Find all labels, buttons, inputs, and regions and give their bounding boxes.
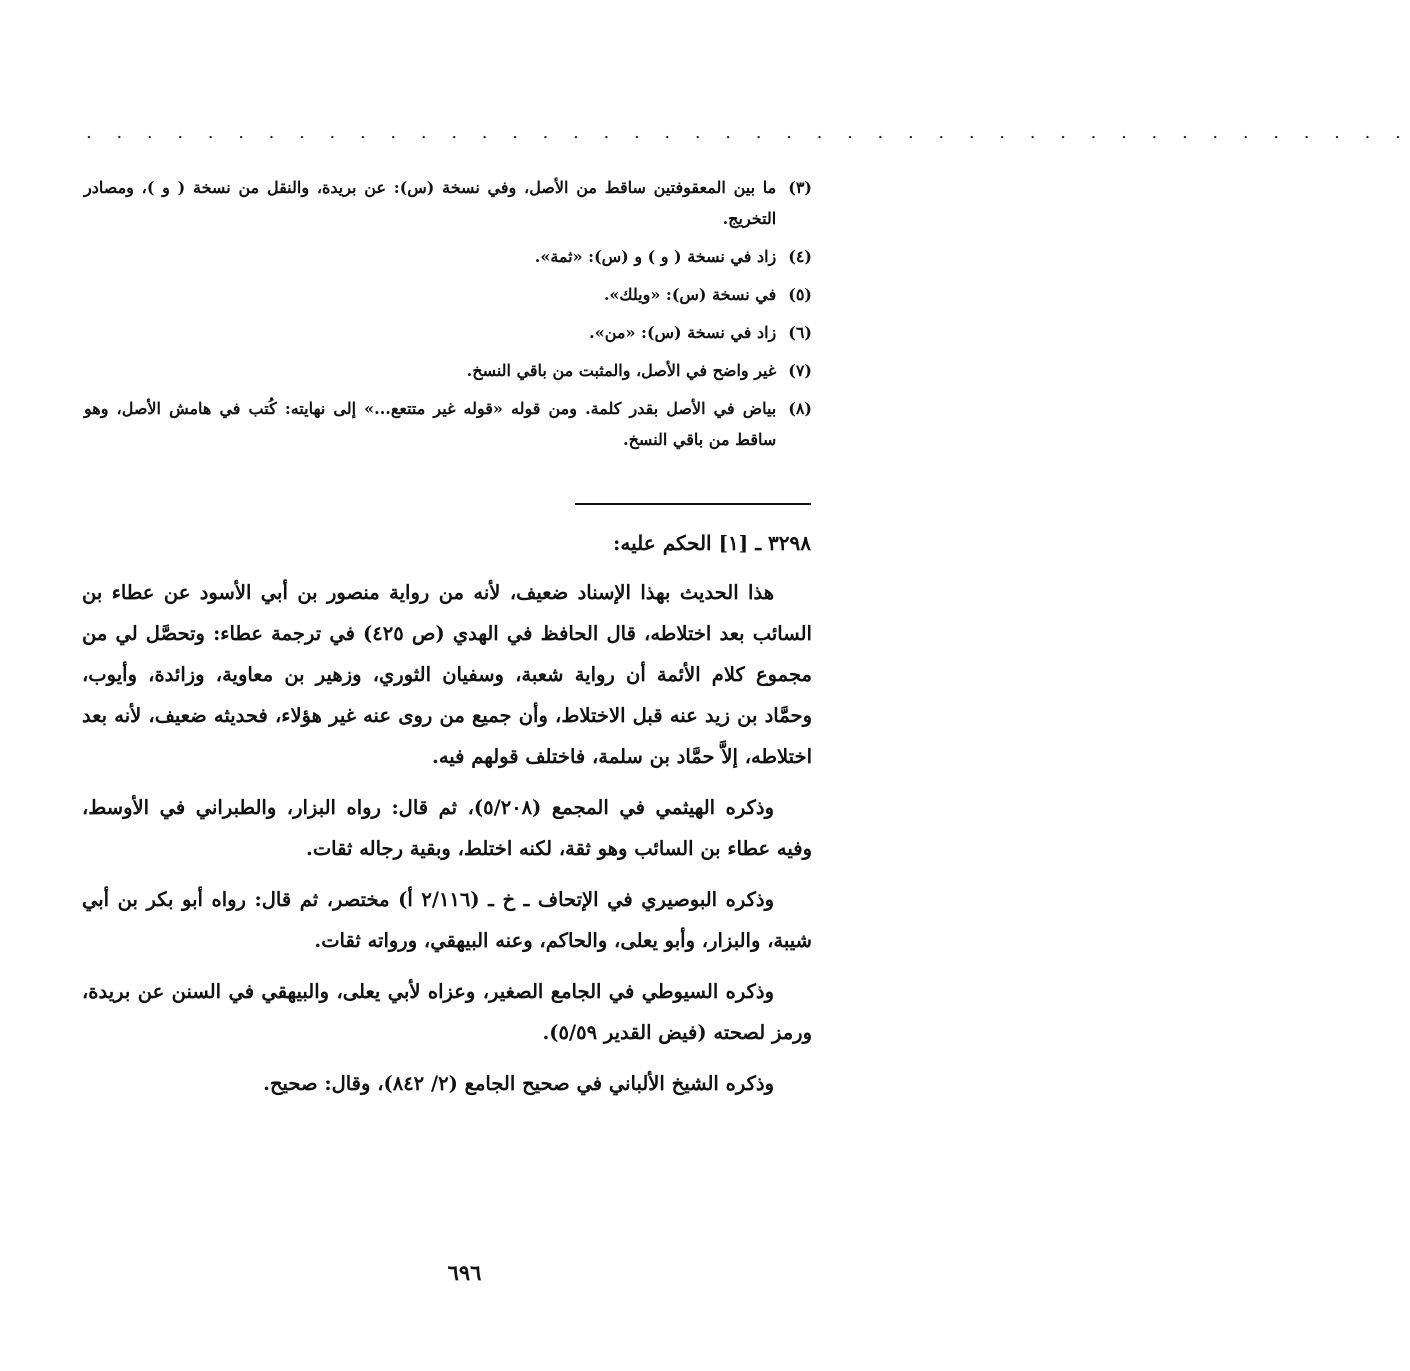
section-heading: ٣٢٩٨ ـ [١] الحكم عليه: [613,531,811,555]
page-number: ٦٩٦ [447,1260,482,1285]
paragraph-busiri: وذكره البوصيري في الإتحاف ـ خ ـ (٢/١١٦ أ) مختصر، ثم قال: رواه أبو بكر بن أبي شيبة، والبزار، وأبو يعلى، والحاكم، وعنه البيهقي، ورواته ثقات. [82,888,812,952]
footnote-8 [84,393,812,455]
footnote-3 [84,172,812,234]
footnote-text: غير واضح في الأصل، والمثبت من باقي النسخ. [466,361,777,380]
paragraph-haythami: وذكره الهيثمي في المجمع (٥/٢٠٨)، ثم قال: رواه البزار، والطبراني في الأوسط، وفيه عطاء بن السائب وهو ثقة، لكنه اختلط، وبقية رجاله ثقات. [82,796,812,860]
footnote-7 [84,355,812,386]
footnote-6 [84,317,812,348]
footnote-text: بياض في الأصل بقدر كلمة. ومن قوله «قوله غير متتعع...» إلى نهايته: كُتب في هامش الأصل، وهو ساقط من باقي النسخ. [84,399,777,449]
footnote-number: (٥) [788,285,812,304]
footnote-number: (٧) [788,361,812,380]
paragraph-albani: وذكره الشيخ الألباني في صحيح الجامع (٢/ ٨٤٢)، وقال: صحيح. [263,1072,774,1095]
paragraph-suyuti: وذكره السيوطي في الجامع الصغير، وعزاه لأبي يعلى، والبيهقي في السنن عن بريدة، ورمز لصحته (فيض القدير ٥/٥٩). [82,980,812,1044]
section-divider-rule [575,503,811,505]
footnote-number: (٨) [788,399,812,418]
footnote-text: ما بين المعقوفتين ساقط من الأصل، وفي نسخة (س): عن بريدة، والنقل من نسخة ( و )، ومصادر التخريج. [84,178,777,228]
footnote-text: في نسخة (س): «ويلك». [603,285,777,304]
footnote-number: (٣) [788,178,812,197]
footnote-number: (٤) [788,247,812,266]
footnote-text: زاد في نسخة ( و ) و (س): «ثمة». [534,247,777,266]
footnote-number: (٦) [788,323,812,342]
main-text [82,572,812,1104]
paragraph-ruling: هذا الحديث بهذا الإسناد ضعيف، لأنه من رواية منصور بن أبي الأسود عن عطاء بن السائب بعد اختلاطه، قال الحافظ في الهدي (ص ٤٢٥) في ترجمة عطاء: وتحصَّل لي من مجموع كلام الأئمة أن رواية شعبة، وسفيان الثوري، وزهير بن معاوية، وزائدة، وأيوب، وحمَّاد بن زيد عنه قبل الاختلاط، وأن جميع من روى عنه غير هؤلاء، فحديثه ضعيف، لأنه بعد اختلاطه، إلاَّ حمَّاد بن سلمة، فاختلف قولهم فيه. [82,581,812,768]
footnotes-list [84,172,812,462]
footnote-4 [84,241,812,272]
footnote-5 [84,279,812,310]
footnote-text: زاد في نسخة (س): «من». [589,323,777,342]
footnote-separator-dots: . . . . . . . . . . . . . . . . . . . . . . . . . . . . . . . . . . . . . . . . . . . . [86,122,1410,143]
